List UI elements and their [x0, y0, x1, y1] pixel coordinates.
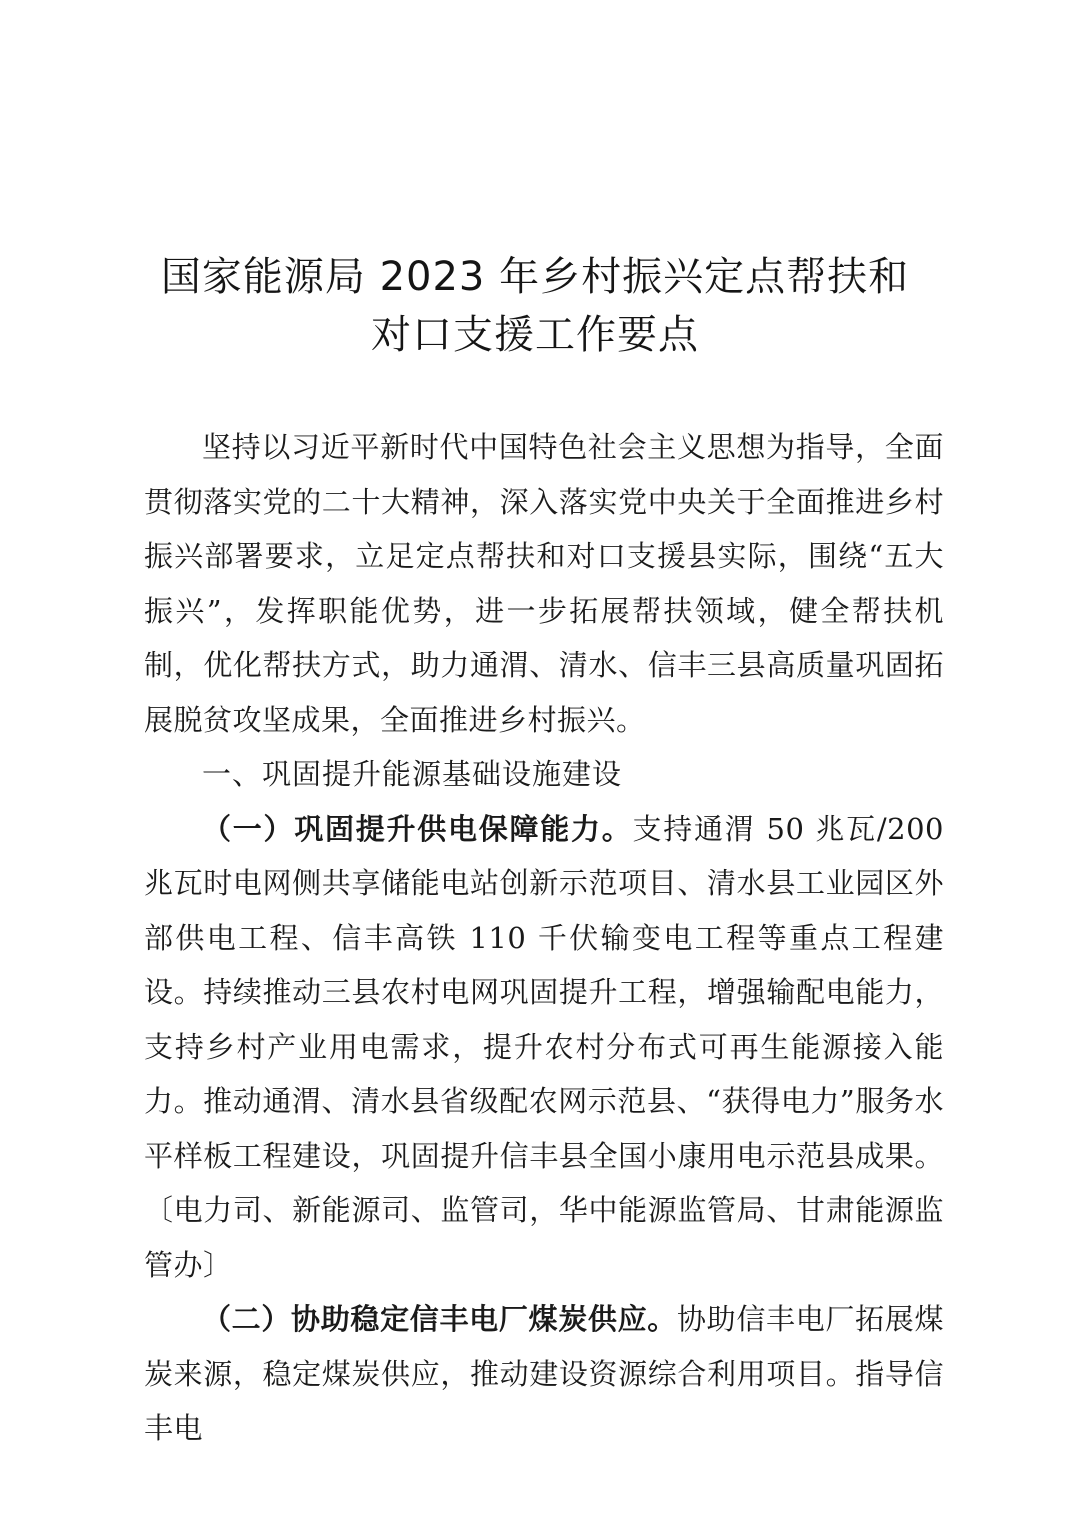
- section-heading: 一、巩固提升能源基础设施建设: [202, 757, 623, 791]
- item-paragraph-1: [144, 802, 944, 1293]
- item-paragraph-2: [144, 1292, 944, 1456]
- item-heading-1: （一）巩固提升供电保障能力。: [202, 811, 633, 846]
- document-body: [144, 420, 944, 1456]
- intro-paragraph: 坚持以习近平新时代中国特色社会主义思想为指导，全面贯彻落实党的二十大精神，深入落实党中央关于全面推进乡村振兴部署要求，立足定点帮扶和对口支援县实际，围绕“五大振兴”，发挥职能优势，进一步拓展帮扶领域，健全帮扶机制，优化帮扶方式，助力通渭、清水、信丰三县高质量巩固拓展脱贫攻坚成果，全面推进乡村振兴。: [144, 430, 944, 737]
- item-text-2: 协助信丰电厂拓展煤炭来源，稳定煤炭供应，推动建设资源综合利用项目。指导信丰电: [144, 1302, 944, 1445]
- document-title-line2: 对口支援工作要点: [371, 312, 699, 358]
- item-heading-2: （二）协助稳定信丰电厂煤炭供应。: [202, 1302, 677, 1336]
- document-title-line1: 国家能源局 2023 年乡村振兴定点帮扶和: [160, 254, 910, 300]
- item-text-1: 支持通渭 50 兆瓦/200 兆瓦时电网侧共享储能电站创新示范项目、清水县工业园区外部供电工程、信丰高铁 110 千伏输变电工程等重点工程建设。持续推动三县农村电网巩固提升工程，增强输配电能力，支持乡村产业用电需求，提升农村分布式可再生能源接入能力。推动通渭、清水县省级配农网示范县、“获得电力”服务水平样板工程建设，巩固提升信丰县全国小康用电示范县成果。〔电力司、新能源司、监管司，华中能源监管局、甘肃能源监管办〕: [144, 811, 944, 1282]
